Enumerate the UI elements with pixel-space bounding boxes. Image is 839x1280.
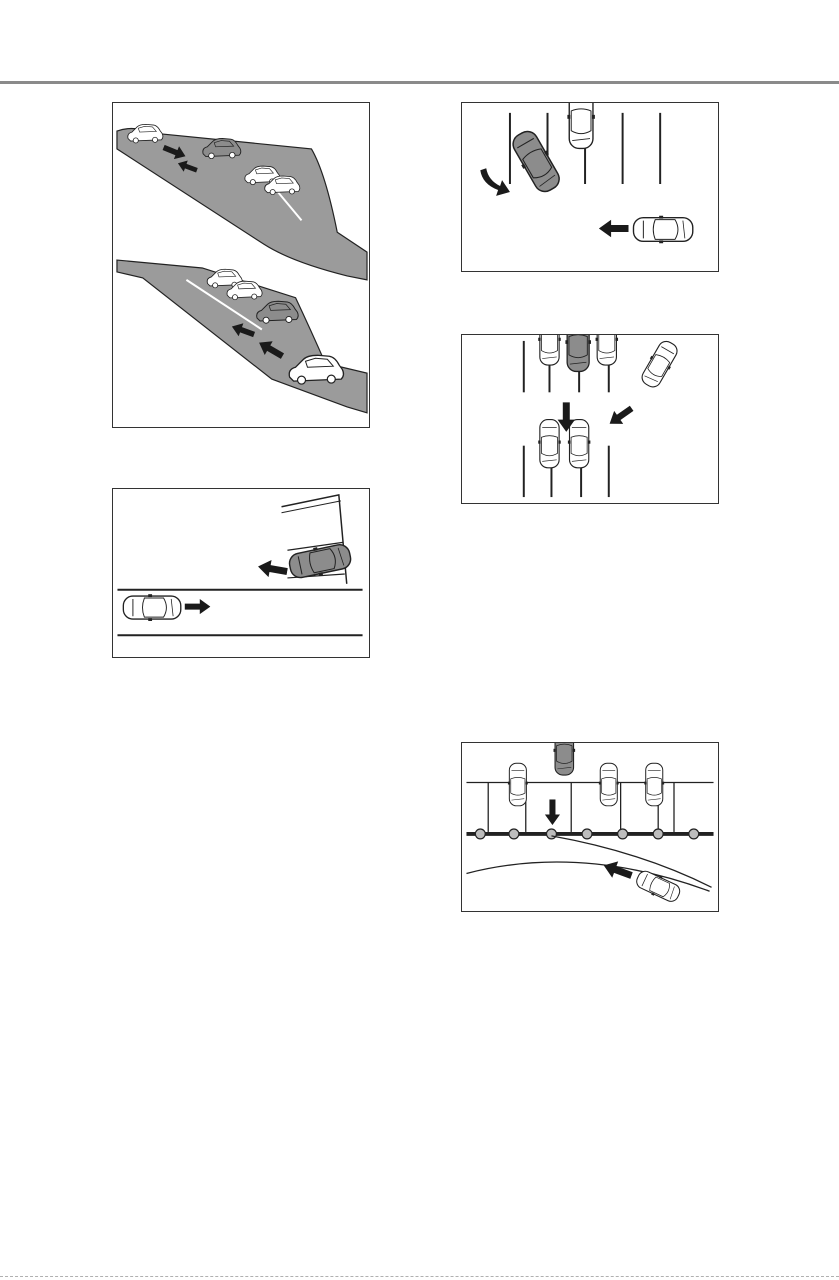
garage-exit-illustration <box>113 489 369 657</box>
car-icon <box>128 124 163 143</box>
arrow-icon <box>480 168 510 196</box>
car-icon <box>565 335 591 371</box>
header-rule <box>0 81 839 84</box>
arrow-icon <box>605 402 636 430</box>
figure-angled-parking <box>461 102 719 272</box>
figure-garage-exit <box>112 488 370 658</box>
car-icon <box>568 420 590 468</box>
bollard-parking-illustration <box>462 743 718 911</box>
car-icon <box>538 420 560 468</box>
footer-rule <box>0 1276 839 1278</box>
car-icon <box>567 103 595 148</box>
figure-perpendicular-parking <box>461 334 719 504</box>
figure-winding-road <box>112 102 370 428</box>
arrow-icon <box>599 220 629 237</box>
car-icon <box>287 541 353 582</box>
angled-parking-illustration <box>462 103 718 271</box>
arrow-icon <box>545 799 560 825</box>
car-icon <box>123 594 180 621</box>
car-icon <box>599 763 619 806</box>
winding-road-illustration <box>113 103 369 427</box>
car-icon <box>538 335 560 365</box>
car-icon <box>553 743 575 775</box>
car-icon <box>644 763 664 806</box>
arrow-icon <box>601 857 635 884</box>
car-icon <box>507 127 564 197</box>
perpendicular-parking-illustration <box>462 335 718 503</box>
car-icon <box>634 867 683 905</box>
arrow-icon <box>257 558 289 580</box>
car-icon <box>596 335 618 365</box>
figure-bollard-parking <box>461 742 719 912</box>
car-icon <box>638 338 682 391</box>
car-icon <box>508 763 528 806</box>
arrow-icon <box>185 599 211 614</box>
car-icon <box>633 216 692 244</box>
